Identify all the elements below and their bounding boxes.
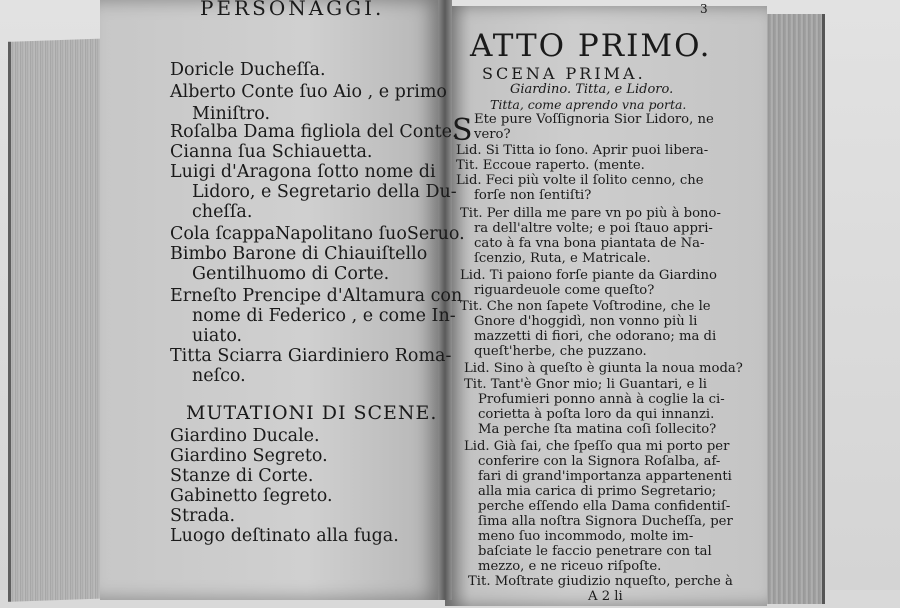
- cast-line: Titta Sciarra Giardiniero Roma-: [170, 346, 452, 366]
- signature-mark: A 2 li: [588, 589, 623, 604]
- dialogue-line: ſcenzio, Ruta, e Matricale.: [474, 251, 651, 266]
- drop-cap: S: [452, 113, 473, 148]
- dialogue-line: Lid. Già ſai, che ſpeſſo qua mi porto per: [464, 439, 730, 454]
- page-number: 3: [700, 2, 708, 16]
- dialogue-line: cato à fa vna bona piantata de Na-: [474, 236, 705, 251]
- dialogue-line: Lid. Si Titta io ſono. Aprir puoi libera-: [456, 143, 709, 158]
- dialogue-line: Tit. Eccoue raperto. (mente.: [456, 158, 645, 173]
- scene-setting: Giardino. Titta, e Lidoro.: [510, 82, 674, 97]
- dialogue-line: riguardeuole come queſto?: [474, 283, 655, 298]
- dialogue-line: Gnore d'hoggidì, non vonno più li: [474, 314, 698, 329]
- act-title: ATTO PRIMO.: [470, 28, 712, 64]
- cast-line: Erneſto Prencipe d'Altamura con: [170, 286, 463, 306]
- left-page-edges: [8, 38, 111, 602]
- dialogue-line: ra dell'altre volte; e poi ſtauo appri-: [474, 221, 713, 236]
- dialogue-line: Ma perche ſta matina coſi ſollecito?: [478, 422, 717, 437]
- dialogue-line: baſciate le faccio penetrare con tal: [478, 544, 712, 559]
- dialogue-line: conferire con la Signora Roſalba, af-: [478, 454, 721, 469]
- cast-line: Doricle Ducheſſa.: [170, 60, 326, 80]
- cast-line: nome di Federico , e come In-: [192, 306, 456, 326]
- cast-line: Cianna ſua Schiauetta.: [170, 142, 373, 162]
- stage-direction: Titta, come aprendo vna porta.: [490, 97, 687, 112]
- cast-line: cheſſa.: [192, 202, 253, 222]
- dialogue-line: Lid. Ti paiono forſe piante da Giardino: [460, 268, 717, 283]
- dialogue-line: Tit. Moſtrate giudizio nqueſto, perche à: [468, 574, 733, 589]
- cast-line: Luigi d'Aragona ſotto nome di: [170, 162, 436, 182]
- scene-line: Giardino Segreto.: [170, 446, 328, 466]
- cast-line: Gentilhuomo di Corte.: [192, 264, 390, 284]
- dialogue-line: vero?: [474, 127, 511, 142]
- dialogue-line: Lid. Sino à queſto è giunta la noua moda?: [464, 361, 743, 376]
- scene-title: SCENA PRIMA.: [482, 64, 646, 83]
- dialogue-line: mazzetti di fiori, che odorano; ma di: [474, 329, 717, 344]
- right-page-edges: [760, 14, 825, 604]
- scene-changes-heading: MUTATIONI DI SCENE.: [186, 402, 438, 424]
- scene-line: Stanze di Corte.: [170, 466, 314, 486]
- cast-line: Cola ſcappaNapolitano ſuoSeruo.: [170, 224, 465, 244]
- scene-line: Gabinetto ſegreto.: [170, 486, 333, 506]
- left-page-title: PERSONAGGI.: [200, 0, 385, 20]
- cast-line: Lidoro, e Segretario della Du-: [192, 182, 457, 202]
- scene-line: Giardino Ducale.: [170, 426, 320, 446]
- dialogue-line: meno ſuo incommodo, molte im-: [478, 529, 694, 544]
- cast-line: neſco.: [192, 366, 246, 386]
- dialogue-line: Tit. Che non ſapete Voſtrodine, che le: [460, 299, 711, 314]
- cast-line: Alberto Conte ſuo Aio , e primo: [170, 82, 447, 102]
- dialogue-line: Lid. Feci più volte il ſolito cenno, che: [456, 173, 704, 188]
- dialogue-line: Profumieri ponno annà à coglie la ci-: [478, 392, 725, 407]
- dialogue-line: fari di grand'importanza appartenenti: [478, 469, 732, 484]
- dialogue-line: Tit. Tant'è Gnor mio; li Guantari, e li: [464, 377, 708, 392]
- dialogue-line: alla mia carica di primo Segretario;: [478, 484, 717, 499]
- dialogue-line: queſt'herbe, che puzzano.: [474, 344, 647, 359]
- cast-line: Miniſtro.: [192, 104, 271, 124]
- dialogue-line: perche eſſendo ella Dama confidentiſ-: [478, 499, 731, 514]
- scene-line: Luogo deſtinato alla fuga.: [170, 526, 399, 546]
- scene-line: Strada.: [170, 506, 236, 526]
- dialogue-line: Tit. Per dilla me pare vn po più à bono-: [460, 206, 721, 221]
- cast-line: Roſalba Dama figliola del Conte.: [170, 122, 458, 142]
- cast-line: Bimbo Barone di Chiauiſtello: [170, 244, 428, 264]
- dialogue-line: Ete pure Voſſignoria Sior Lidoro, ne: [474, 112, 714, 127]
- cast-line: uiato.: [192, 326, 243, 346]
- dialogue-line: forſe non ſentiſti?: [474, 188, 592, 203]
- dialogue-line: ſima alla noſtra Signora Ducheſſa, per: [478, 514, 733, 529]
- dialogue-line: corietta à poſta loro da qui innanzi.: [478, 407, 715, 422]
- dialogue-line: mezzo, e ne riceuo riſpoſte.: [478, 559, 662, 574]
